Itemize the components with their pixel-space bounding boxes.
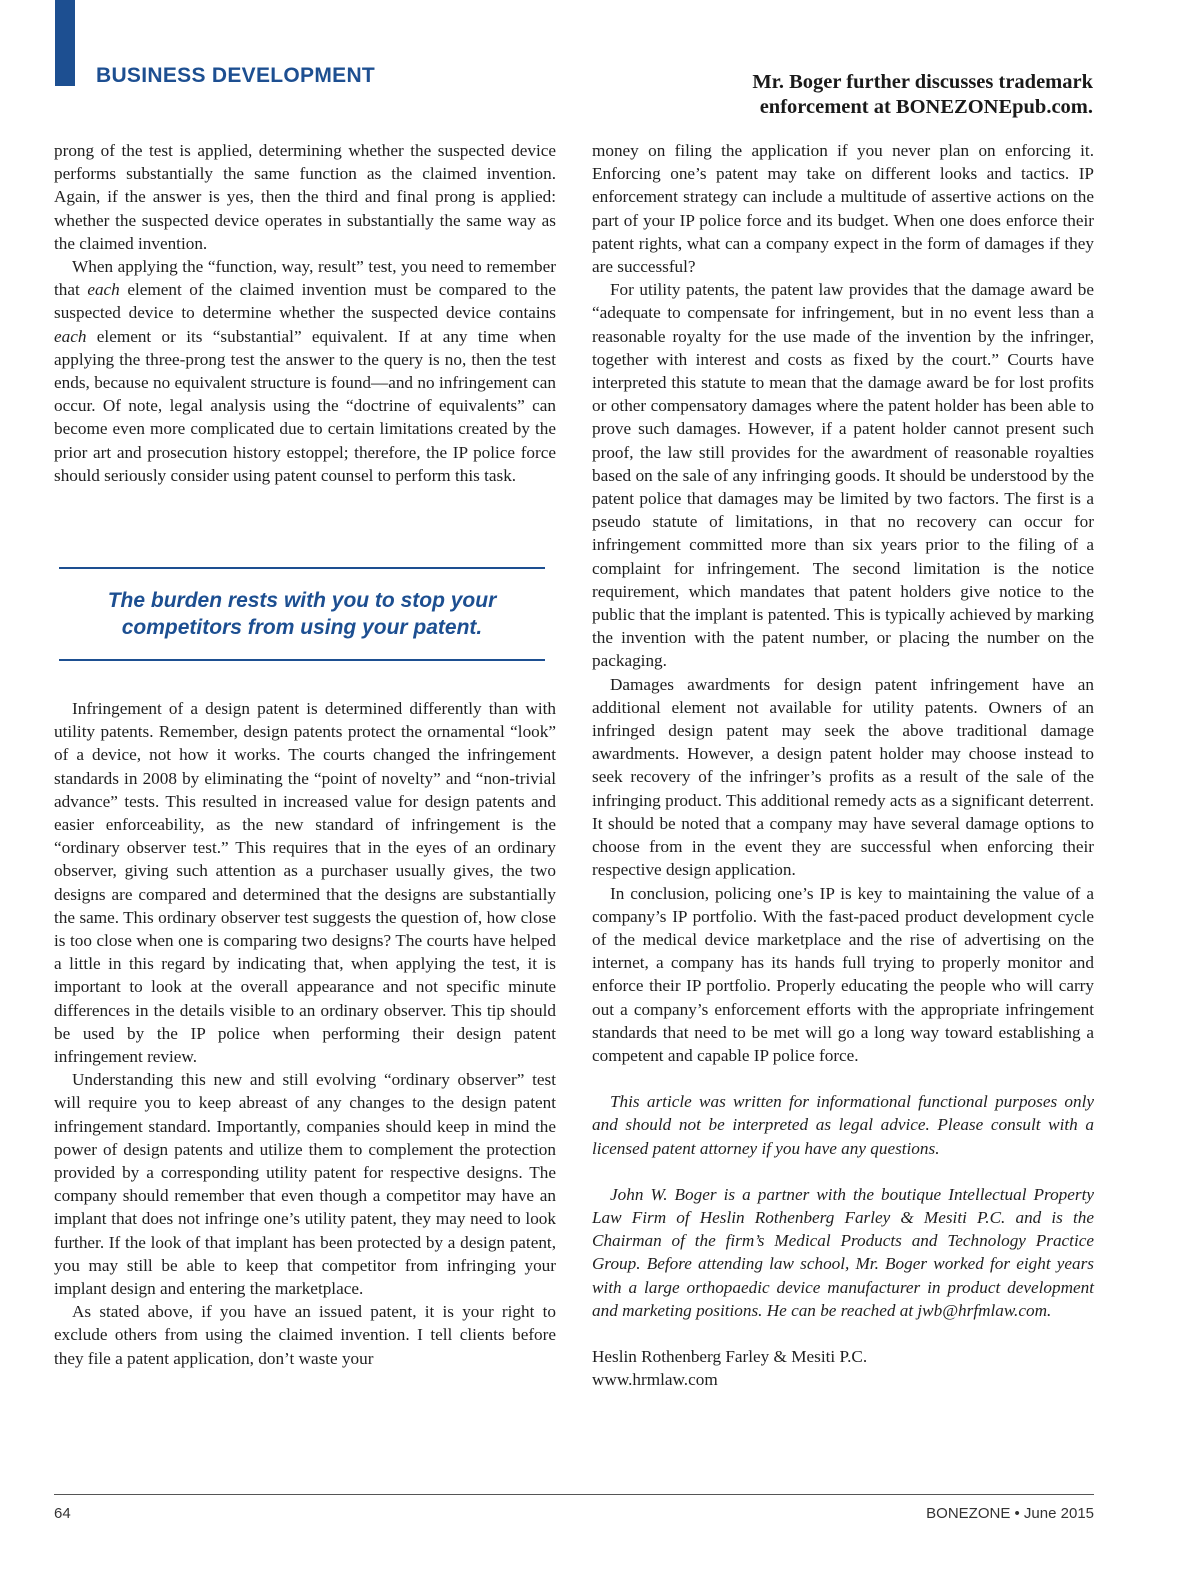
firm-name: Heslin Rothenberg Farley & Mesiti P.C. [592, 1346, 868, 1366]
emphasis-each: each [87, 280, 120, 300]
footer-divider [54, 1494, 1094, 1495]
page-number: 64 [54, 1505, 71, 1522]
publication-footer: BONEZONE • June 2015 [926, 1505, 1094, 1522]
right-paragraph-3: Damages awardments for design patent infringement have an additional element not available for utility patents. Owners of an infringed design patent may seek the above traditional damage awardments. However, a design patent holder may choose instead to seek recovery of the infringer’s profits as a result of the sale of the infringing product. This additional remedy acts as a significant deterrent. It should be noted that a company may have several damage options to choose from in the event they are successful when enforcing their respective design application. [592, 674, 1094, 880]
right-paragraph-2: For utility patents, the patent law provides that the damage award be “adequate to compensate for infringement, but in no event less than a reasonable royalty for the use made of the invention by the infringer, together with interest and costs as fixed by the court.” Courts have interpreted this statute to mean that the damage award be for lost profits or other compensatory damages where the patent holder has been able to prove such damages. However, if a patent holder cannot present such proof, the law still provides for the awardment of reasonable royalties based on the sale of any infringing goods. It should be understood by the patent police that damages may be limited by two factors. The first is a pseudo statute of limitations, in that no recovery can occur for infringement committed more than six years prior to the filing of a complaint for infringement. The second limitation is the notice requirement, which mandates that patent holders give notice to the public that the implant is patented. This is typically achieved by marking the invention with the patent number, or placing the number on the packaging. [592, 280, 1094, 671]
emphasis-each: each [54, 326, 87, 346]
left-paragraph-2: When applying the “function, way, result” test, you need to remember that each element of the claimed invention must be compared to the suspected device to determine whether the suspected device contains each element or its “substantial” equivalent. If at any time when applying the three-prong test the answer to the query is no, then the test ends, because no equivalent structure is found—and no infringement can occur. Of note, legal analysis using the “doctrine of equivalents” can become even more complicated due to certain limitations created by the prior art and prosecution history estoppel; therefore, the IP police force should seriously consider using patent counsel to perform this task. [54, 257, 557, 485]
firm-website: www.hrmlaw.com [592, 1370, 718, 1390]
author-bio: John W. Boger is a partner with the boutique Intellectual Property Law Firm of Heslin Rothenberg Farley & Mesiti P.C. and is the Chairman of the firm’s Medical Products and Technology Practice Group. Before attending law school, Mr. Boger worked for eight years with a large orthopaedic device manufacturer in product development and marketing positions. He can be reached at jwb@hrfmlaw.com. [592, 1184, 1094, 1320]
right-paragraph-1: money on filing the application if you never plan on enforcing it. Enforcing one’s patent may take on different looks and tactics. IP enforcement strategy can include a multitude of assertive actions on the part of your IP police force and its budget. When one does enforce their patent rights, what can a company expect in the form of damages if they are successful? [592, 141, 1094, 277]
pull-quote-line-1: The burden rests with you to stop your [107, 589, 497, 612]
web-reference-line-2: enforcement at BONEZONEpub.com. [759, 96, 1093, 118]
left-column-bottom [54, 697, 556, 1370]
left-column-top [54, 139, 556, 487]
left-paragraph-5: As stated above, if you have an issued patent, it is your right to exclude others from using the claimed invention. I tell clients before they file a patent application, don’t waste your [54, 1302, 556, 1368]
left-paragraph-1: prong of the test is applied, determining whether the suspected device performs substantially the same function as the claimed invention. Again, if the answer is yes, then the third and final prong is applied: whether the suspected device operates in substantially the same way as the claimed invention. [54, 141, 556, 253]
web-reference-note [673, 70, 1093, 120]
section-label: BUSINESS DEVELOPMENT [96, 64, 376, 87]
right-paragraph-4: In conclusion, policing one’s IP is key to maintaining the value of a company’s IP portfolio. With the fast-paced product development cycle of the medical device marketplace and the rise of advertising on the internet, a company has its hands full trying to properly monitor and enforce their IP portfolio. Properly educating the people who will carry out a company’s enforcement efforts with the appropriate infringement standards that need to be met will go a long way toward establishing a competent and capable IP police force. [592, 883, 1094, 1065]
left-paragraph-3: Infringement of a design patent is determined differently than with utility patents. Remember, design patents protect the ornamental “look” of a device, not how it works. The courts changed the infringement standards in 2008 by eliminating the “point of novelty” and “non-trivial advance” tests. This resulted in increased value for design patents and easier enforceability, as the new standard of infringement is the “ordinary observer test.” This requires that in the eyes of an ordinary observer, giving such attention as a purchaser usually gives, the two designs are compared and determined that the designs are substantially the same. This ordinary observer test suggests the question of, how close is too close when one is comparing two designs? The courts have helped a little in this regard by indicating that, when applying the test, it is important to look at the overall appearance and not specific minute differences in the details visible to an ordinary observer. This tip should be used by the IP police when performing their design patent infringement review. [54, 699, 556, 1067]
web-reference-line-1: Mr. Boger further discusses trademark [752, 71, 1093, 93]
pull-quote [59, 567, 545, 661]
pull-quote-line-2: competitors from using your patent. [121, 616, 483, 639]
right-column [592, 139, 1094, 1391]
left-paragraph-4: Understanding this new and still evolving “ordinary observer” test will require you to keep abreast of any changes to the design patent infringement standard. Importantly, companies should keep in mind the power of design patents and utilize them to complement the protection provided by a corresponding utility patent for respective designs. The company should remember that even though a competitor may have an implant that does not infringe one’s utility patent, they may need to look further. If the look of that implant has been protected by a design patent, you may still be able to keep that competitor from infringing your implant design and entering the marketplace. [54, 1070, 556, 1299]
section-color-bar [55, 0, 75, 86]
disclaimer: This article was written for informational functional purposes only and should not be interpreted as legal advice. Please consult with a licensed patent attorney if you have any questions. [592, 1092, 1094, 1158]
